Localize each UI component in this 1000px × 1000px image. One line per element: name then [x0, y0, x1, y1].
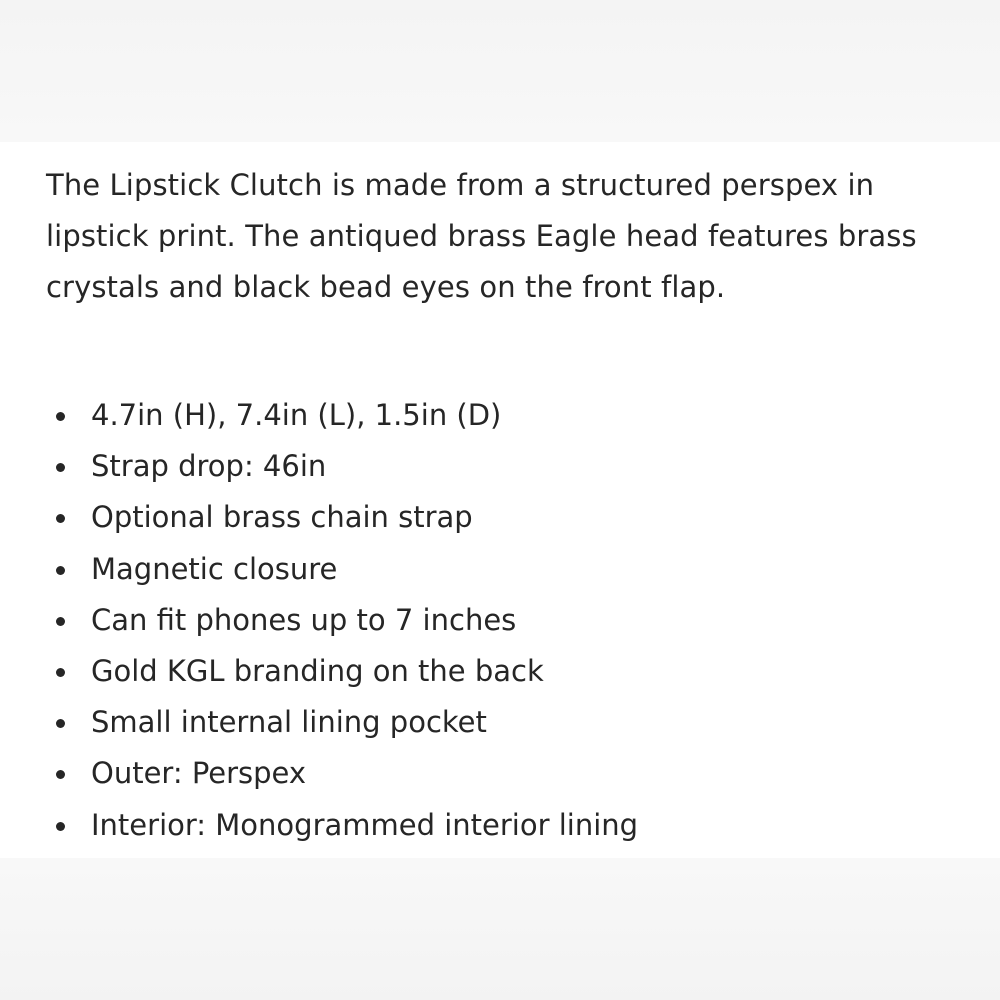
feature-text: Optional brass chain strap — [91, 500, 473, 535]
bullet-icon — [56, 412, 65, 421]
bullet-icon — [56, 770, 65, 779]
bullet-icon — [56, 463, 65, 472]
top-background-band — [0, 0, 1000, 142]
feature-item-outer — [46, 748, 946, 799]
bullet-icon — [56, 514, 65, 523]
feature-text: Can fit phones up to 7 inches — [91, 602, 517, 637]
feature-text: Magnetic closure — [91, 551, 338, 586]
feature-item-phone-fit — [46, 595, 946, 646]
feature-item-chain-strap — [46, 492, 946, 543]
bullet-icon — [56, 822, 65, 831]
feature-item-closure — [46, 544, 946, 595]
product-description: The Lipstick Clutch is made from a structured perspex in lipstick print. The antiqued brass Eagle head features brass crystals and black bead eyes on the front flap. — [46, 168, 917, 304]
feature-text: Strap drop: 46in — [91, 449, 327, 484]
feature-item-strap-drop — [46, 441, 946, 492]
feature-text: Outer: Perspex — [91, 756, 307, 791]
feature-item-branding — [46, 646, 946, 697]
bullet-icon — [56, 617, 65, 626]
feature-list — [46, 390, 946, 851]
feature-item-lining-pocket — [46, 697, 946, 748]
feature-text: Small internal lining pocket — [91, 705, 487, 740]
bullet-icon — [56, 719, 65, 728]
feature-text: Gold KGL branding on the back — [91, 653, 544, 688]
bullet-icon — [56, 566, 65, 575]
feature-item-interior — [46, 800, 946, 851]
feature-item-dimensions — [46, 390, 946, 441]
bullet-icon — [56, 668, 65, 677]
feature-text: Interior: Monogrammed interior lining — [91, 807, 639, 842]
bottom-background-band — [0, 858, 1000, 1000]
feature-text: 4.7in (H), 7.4in (L), 1.5in (D) — [91, 398, 502, 432]
